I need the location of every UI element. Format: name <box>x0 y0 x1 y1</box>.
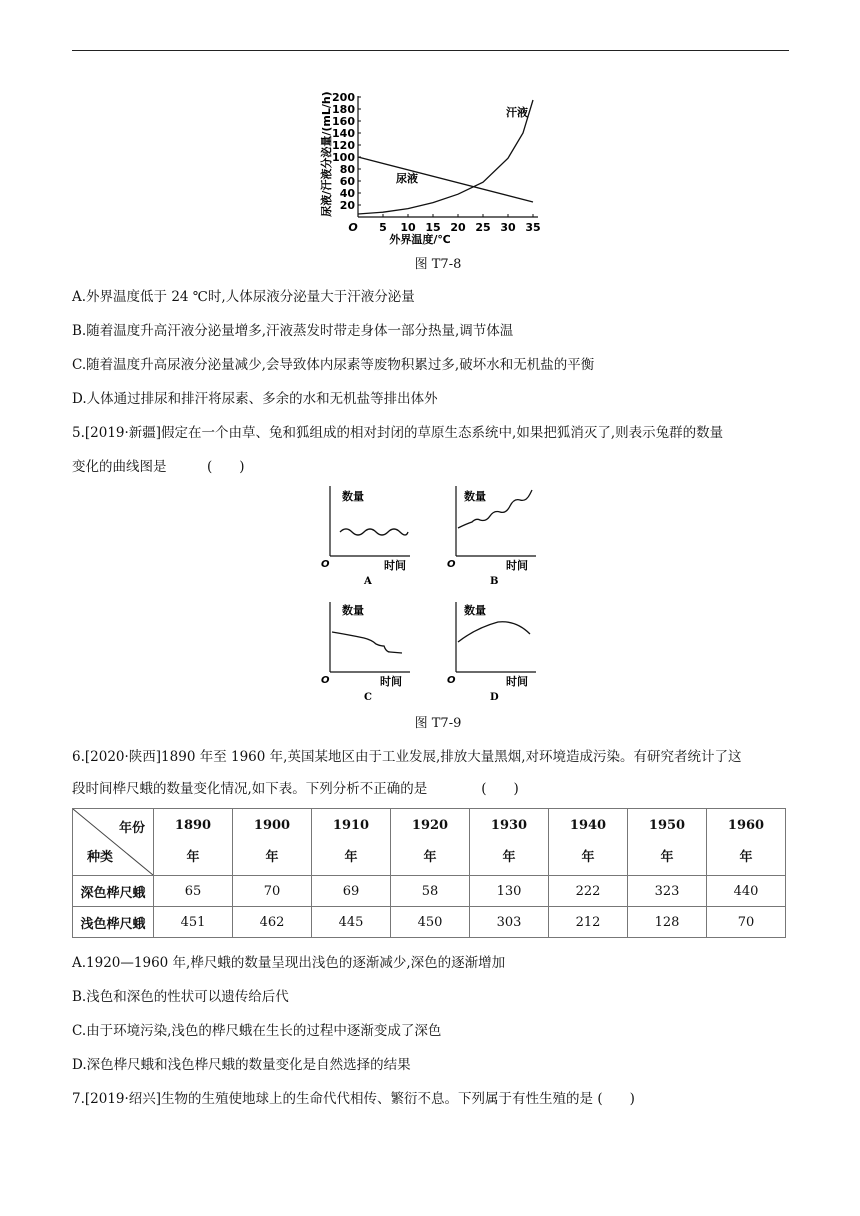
graph-b-ylabel: 数量 <box>464 490 486 503</box>
x-tick-label: 25 <box>475 221 491 234</box>
chart-ylabel: 尿液/汗液分泌量/(mL/h) <box>320 91 333 217</box>
table-row <box>73 907 786 938</box>
x-tick-label: 30 <box>500 221 516 234</box>
series-sweat-label: 汗液 <box>506 106 528 119</box>
year-header: 1960 年 <box>707 809 786 876</box>
table-cell: 462 <box>233 907 312 938</box>
table-cell: 69 <box>312 876 391 907</box>
y-tick-label: 120 <box>332 139 355 152</box>
graph-a-origin: O <box>321 559 330 570</box>
table-cell: 58 <box>391 876 470 907</box>
y-tick-label: 100 <box>332 151 355 164</box>
year-header: 1940 年 <box>549 809 628 876</box>
graph-c-curve <box>332 632 402 653</box>
table-cell: 303 <box>470 907 549 938</box>
y-tick-label: 140 <box>332 127 355 140</box>
graph-d-ylabel: 数量 <box>464 604 486 617</box>
series-urine-label: 尿液 <box>396 172 418 185</box>
table-cell: 130 <box>470 876 549 907</box>
q5-stem-line2: 变化的曲线图是 ( ) <box>72 459 245 475</box>
rabbit-population-graphs <box>320 486 550 702</box>
table-cell: 65 <box>154 876 233 907</box>
x-tick-label: 15 <box>425 221 441 234</box>
q4-option-b: B.随着温度升高汗液分泌量增多,汗液蒸发时带走身体一部分热量,调节体温 <box>72 323 514 339</box>
y-tick-label: 20 <box>339 199 355 212</box>
graph-c-ylabel: 数量 <box>342 604 364 617</box>
y-tick-label: 160 <box>332 115 355 128</box>
q6-stem-line1: 6.[2020·陕西]1890 年至 1960 年,英国某地区由于工业发展,排放大量黑烟,对环境造成污染。有研究者统计了这 <box>72 749 742 765</box>
q6-option-c: C.由于环境污染,浅色的桦尺蛾在生长的过程中逐渐变成了深色 <box>72 1023 442 1039</box>
x-tick-label: 20 <box>450 221 466 234</box>
header-species-label: 种类 <box>87 850 114 865</box>
year-header: 1920 年 <box>391 809 470 876</box>
chart-xlabel: 外界温度/℃ <box>389 233 451 246</box>
year-header: 1930 年 <box>470 809 549 876</box>
graph-a-letter: A <box>364 576 372 587</box>
table-corner-cell <box>73 809 154 876</box>
table-cell: 440 <box>707 876 786 907</box>
species-dark: 深色桦尺蛾 <box>73 876 154 907</box>
graph-c-xlabel: 时间 <box>380 675 402 688</box>
x-tick-label: 5 <box>379 221 387 234</box>
graph-d-xlabel: 时间 <box>506 675 528 688</box>
table-cell: 128 <box>628 907 707 938</box>
table-cell: 222 <box>549 876 628 907</box>
graph-b <box>447 486 536 587</box>
year-header: 1950 年 <box>628 809 707 876</box>
graph-a-curve <box>340 529 408 535</box>
table-cell: 323 <box>628 876 707 907</box>
graph-d-curve <box>458 622 530 642</box>
series-urine-line <box>358 157 533 202</box>
graph-a <box>321 486 410 587</box>
table-cell: 70 <box>233 876 312 907</box>
temperature-secretion-chart <box>310 82 550 252</box>
q6-stem-line2: 段时间桦尺蛾的数量变化情况,如下表。下列分析不正确的是 ( ) <box>72 781 519 797</box>
graph-c-letter: C <box>364 692 372 702</box>
figure-caption-t7-8: 图 T7-8 <box>414 257 462 272</box>
q4-option-d: D.人体通过排尿和排汗将尿素、多余的水和无机盐等排出体外 <box>72 391 438 407</box>
y-tick-label: 200 <box>332 91 355 104</box>
q4-option-a: A.外界温度低于 24 ℃时,人体尿液分泌量大于汗液分泌量 <box>72 289 415 305</box>
header-year-label: 年份 <box>118 821 145 836</box>
table-cell: 70 <box>707 907 786 938</box>
graph-d-origin: O <box>447 675 456 686</box>
y-tick-label: 60 <box>339 175 355 188</box>
q6-option-a: A.1920—1960 年,桦尺蛾的数量呈现出浅色的逐渐减少,深色的逐渐增加 <box>72 955 506 971</box>
q4-option-c: C.随着温度升高尿液分泌量减少,会导致体内尿素等废物积累过多,破坏水和无机盐的平衡 <box>72 357 595 373</box>
graph-b-origin: O <box>447 559 456 570</box>
graph-a-ylabel: 数量 <box>342 490 364 503</box>
table-cell: 450 <box>391 907 470 938</box>
x-tick-label: 35 <box>525 221 541 234</box>
graph-c-origin: O <box>321 675 330 686</box>
table-cell: 445 <box>312 907 391 938</box>
figure-caption-t7-9: 图 T7-9 <box>414 716 462 731</box>
q6-option-d: D.深色桦尺蛾和浅色桦尺蛾的数量变化是自然选择的结果 <box>72 1057 411 1073</box>
graph-d <box>447 602 536 702</box>
table-cell: 451 <box>154 907 233 938</box>
year-header: 1890 年 <box>154 809 233 876</box>
x-tick-label: 10 <box>400 221 416 234</box>
y-tick-label: 40 <box>339 187 355 200</box>
table-row <box>73 876 786 907</box>
q5-stem-line1: 5.[2019·新疆]假定在一个由草、兔和狐组成的相对封闭的草原生态系统中,如果把狐消灭了,则表示兔群的数量 <box>72 425 724 441</box>
year-header: 1910 年 <box>312 809 391 876</box>
q6-option-b: B.浅色和深色的性状可以遗传给后代 <box>72 989 289 1005</box>
year-header: 1900 年 <box>233 809 312 876</box>
y-tick-label: 80 <box>339 163 355 176</box>
graph-b-xlabel: 时间 <box>506 559 528 572</box>
chart-origin: O <box>348 221 358 234</box>
y-tick-label: 180 <box>332 103 355 116</box>
graph-c <box>321 602 410 702</box>
q7-stem-line1: 7.[2019·绍兴]生物的生殖使地球上的生命代代相传、繁衍不息。下列属于有性生殖的是 ( ) <box>72 1091 635 1107</box>
moth-count-table <box>72 808 786 938</box>
graph-d-letter: D <box>490 692 499 702</box>
species-light: 浅色桦尺蛾 <box>73 907 154 938</box>
table-cell: 212 <box>549 907 628 938</box>
header-rule <box>72 50 789 51</box>
graph-b-letter: B <box>490 576 499 587</box>
graph-a-xlabel: 时间 <box>384 559 406 572</box>
table-header-row <box>73 809 786 876</box>
